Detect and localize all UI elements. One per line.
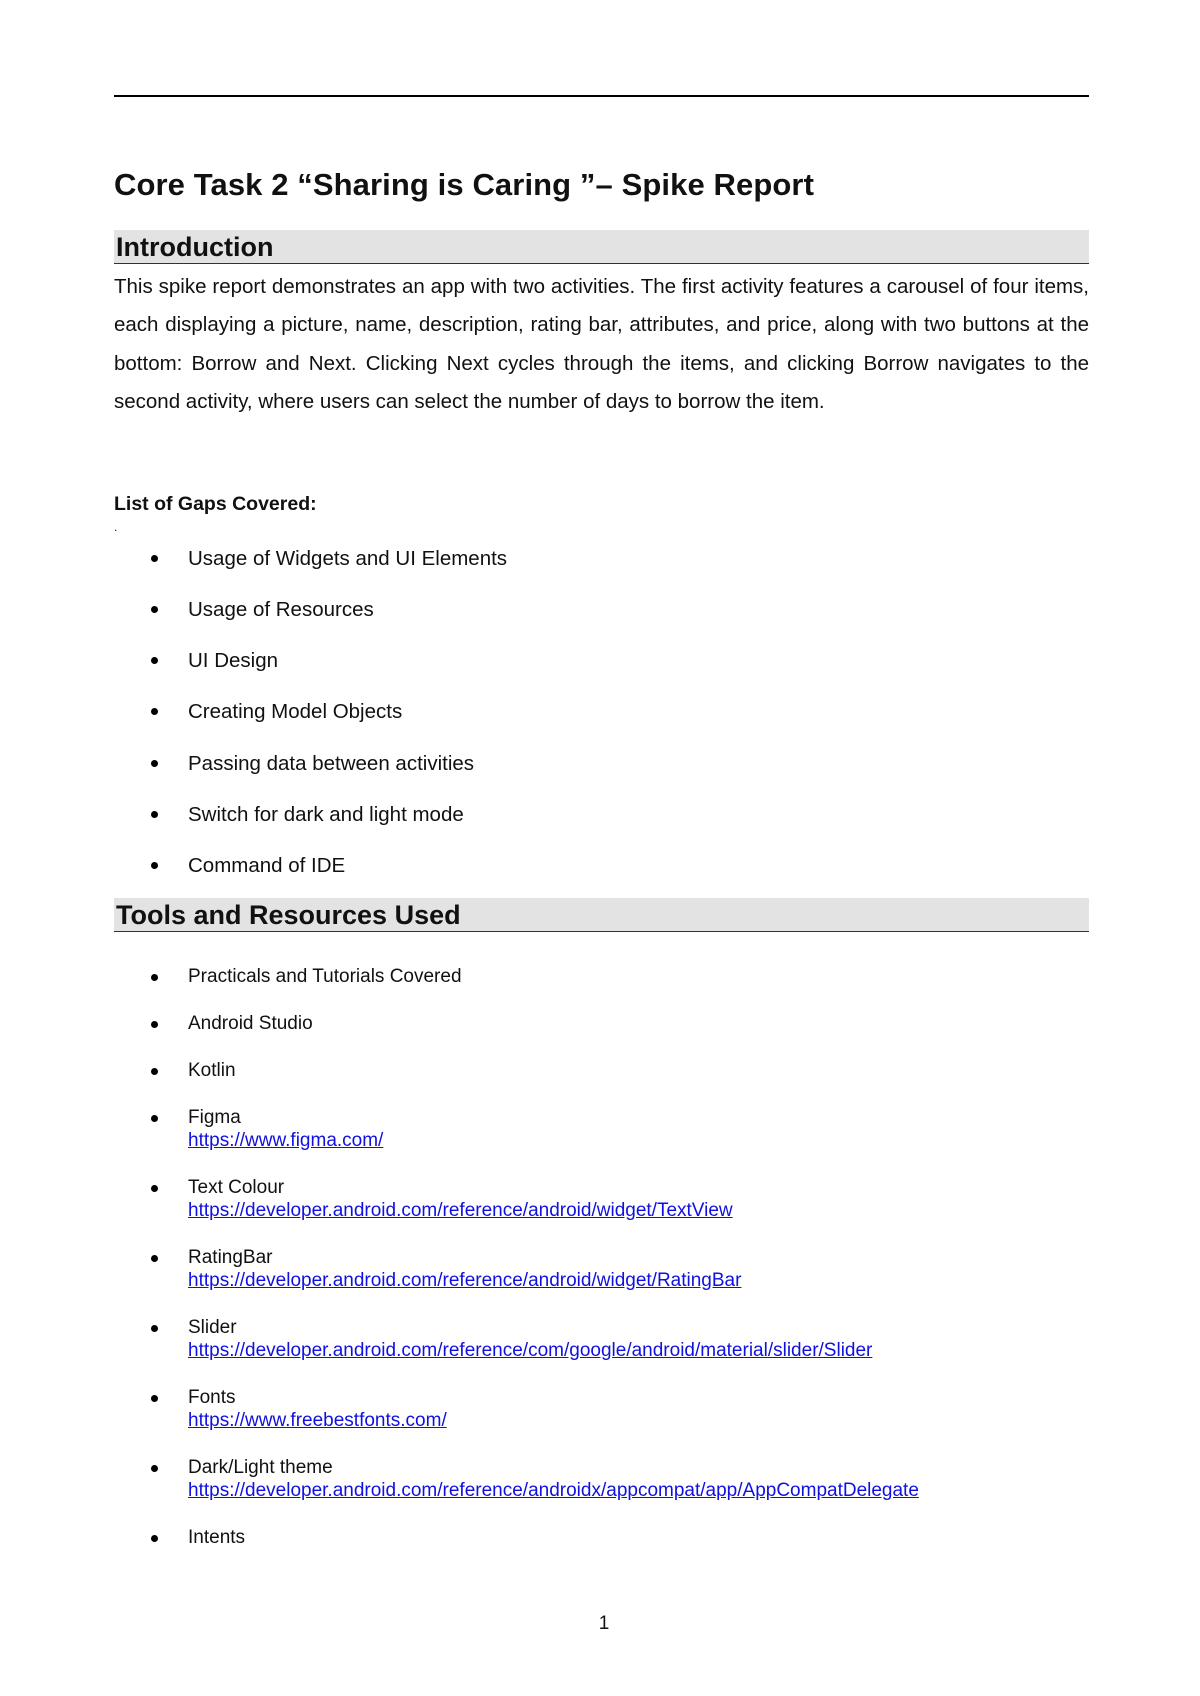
- gap-item-text: Passing data between activities: [188, 752, 475, 775]
- tools-heading: Tools and Resources Used: [114, 898, 1089, 932]
- bullet-icon: [151, 1465, 158, 1472]
- bullet-icon: [151, 1021, 158, 1028]
- tool-item-label: Slider: [188, 1317, 237, 1338]
- tool-item-label: Android Studio: [188, 1013, 313, 1034]
- gap-item-text: Switch for dark and light mode: [188, 803, 464, 826]
- bullet-icon: [151, 1325, 158, 1332]
- fonts-link[interactable]: https://www.freebestfonts.com/: [188, 1410, 447, 1431]
- tool-item-label: Fonts: [188, 1387, 236, 1408]
- gap-item-text: UI Design: [188, 649, 279, 672]
- bullet-icon: [151, 760, 158, 767]
- slider-link[interactable]: https://developer.android.com/reference/com/google/android/material/slider/Slider: [188, 1340, 873, 1361]
- bullet-icon: [151, 657, 158, 664]
- tool-item-label: RatingBar: [188, 1247, 273, 1268]
- bullet-icon: [151, 1535, 158, 1542]
- tool-item-label: Text Colour: [188, 1177, 285, 1198]
- gap-item-text: Command of IDE: [188, 854, 346, 877]
- gap-item-text: Usage of Widgets and UI Elements: [188, 547, 508, 570]
- tool-item-label: Intents: [188, 1527, 246, 1548]
- gaps-list-label: List of Gaps Covered:: [114, 493, 317, 515]
- tool-item-label: Figma: [188, 1107, 241, 1128]
- bullet-icon: [151, 974, 158, 981]
- bullet-icon: [151, 555, 158, 562]
- gap-item-text: Usage of Resources: [188, 598, 374, 621]
- stray-mark: .: [114, 520, 118, 534]
- header-rule: [114, 95, 1089, 97]
- bullet-icon: [151, 1255, 158, 1262]
- document-title: Core Task 2 “Sharing is Caring ”– Spike Report: [114, 167, 814, 202]
- page-number: 1: [598, 1613, 610, 1634]
- bullet-icon: [151, 708, 158, 715]
- introduction-paragraph: This spike report demonstrates an app with two activities. The first activity features a carousel of four items, each displaying a picture, name, description, rating bar, attributes, and price, along with two buttons at the bottom: Borrow and Next. Clicking Next cycles through the items, and clicking Borrow navigates to the second activity, where users can select the number of days to borrow the item.: [114, 275, 1089, 413]
- bullet-icon: [151, 811, 158, 818]
- bullet-icon: [151, 1185, 158, 1192]
- tool-item-label: Practicals and Tutorials Covered: [188, 966, 462, 987]
- figma-link[interactable]: https://www.figma.com/: [188, 1130, 384, 1151]
- introduction-heading: Introduction: [114, 230, 1089, 264]
- textview-link[interactable]: https://developer.android.com/reference/android/widget/TextView: [188, 1200, 733, 1221]
- bullet-icon: [151, 606, 158, 613]
- appcompatdelegate-link[interactable]: https://developer.android.com/reference/androidx/appcompat/app/AppCompatDelegate: [188, 1480, 919, 1501]
- tool-item-label: Kotlin: [188, 1060, 236, 1081]
- ratingbar-link[interactable]: https://developer.android.com/reference/android/widget/RatingBar: [188, 1270, 742, 1291]
- bullet-icon: [151, 1395, 158, 1402]
- bullet-icon: [151, 1068, 158, 1075]
- bullet-icon: [151, 862, 158, 869]
- gap-item-text: Creating Model Objects: [188, 700, 403, 723]
- bullet-icon: [151, 1115, 158, 1122]
- tool-item-label: Dark/Light theme: [188, 1457, 333, 1478]
